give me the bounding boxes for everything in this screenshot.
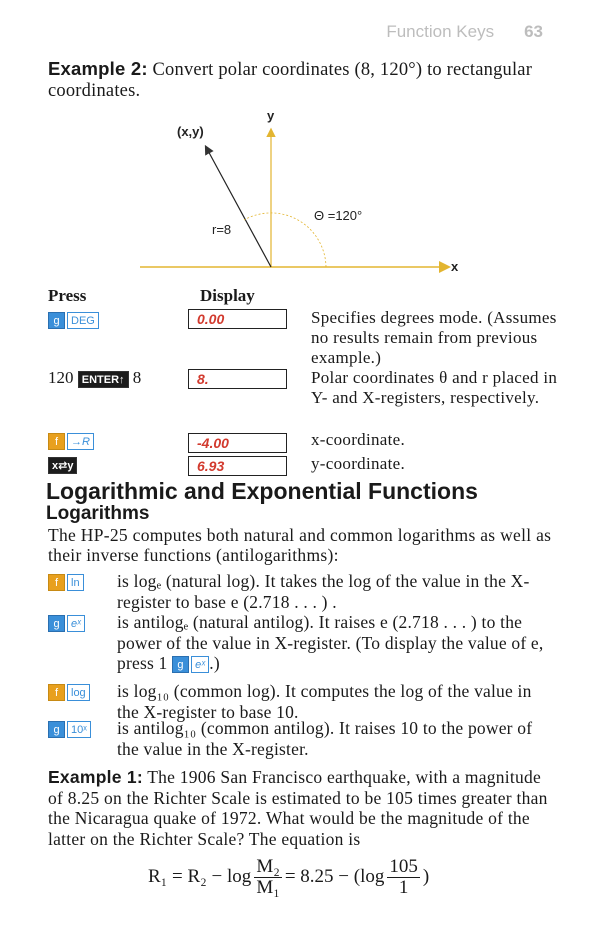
display-3: -4.00 — [188, 433, 287, 453]
x-swap-y-key: x⇄y — [48, 457, 77, 474]
log-keys — [48, 683, 90, 701]
eq-lhs: R₁ = R₂ − log — [148, 865, 252, 887]
row1-desc: Specifies degrees mode. (Assumes no results remain from previous example.) — [311, 308, 557, 367]
ex-desc-text: is antilogₑ (natural antilog). It raises e (2.718 . . . ) to the power of the value in X-register. (To display the value of e, press 1 — [117, 612, 544, 673]
row2-desc: Polar coordinates θ and r placed in Y- and X-registers, respectively. — [311, 368, 558, 407]
10x-keys — [48, 720, 91, 738]
polar-diagram — [130, 100, 470, 280]
eq-frac1-num: M₂ — [256, 856, 280, 877]
display-1: 0.00 — [188, 309, 287, 329]
ln-keys — [48, 573, 84, 591]
example-1-label: Example 1: — [48, 767, 143, 787]
equation — [148, 857, 429, 898]
eq-fraction-1 — [254, 857, 282, 898]
eq-frac1-den: M₁ — [256, 877, 280, 898]
header-title: Function Keys — [386, 22, 495, 41]
press-header: Press — [48, 286, 87, 305]
page-header — [386, 22, 543, 42]
f-key: f — [48, 574, 65, 591]
section-subtitle: Logarithms — [46, 503, 150, 524]
enter-key: ENTER↑ — [78, 371, 129, 388]
row3-desc: x-coordinate. — [311, 430, 406, 449]
ex-keys — [48, 614, 85, 632]
to-rect-key: →R — [67, 433, 94, 450]
row2-suffix: 8 — [132, 368, 142, 387]
row2-keys — [48, 368, 141, 388]
page-number: 63 — [524, 22, 543, 41]
display-header: Display — [200, 286, 255, 305]
example-2-text — [48, 58, 558, 102]
g-key: g — [172, 656, 189, 673]
10x-desc: is antilog₁₀ (common antilog). It raises 10 to the power of the value in the X-register. — [117, 718, 533, 759]
example-2-body: Convert polar coordinates (8, 120°) to rectangular coordinates. — [48, 60, 533, 101]
log-desc: is log₁₀ (common log). It computes the log of the value in the X-register to base 10. — [117, 681, 532, 722]
ten-x-key: 10ˣ — [67, 721, 91, 738]
ln-key: ln — [67, 574, 84, 591]
eq-mid: = 8.25 − (log — [284, 865, 385, 887]
display-4: 6.93 — [188, 456, 287, 476]
row1-keys — [48, 311, 99, 329]
log-key: log — [67, 684, 90, 701]
ln-desc: is logₑ (natural log). It takes the log of the value in the X-register to base e (2.718 . . . ) . — [117, 571, 530, 612]
row4-desc: y-coordinate. — [311, 454, 406, 473]
ex-desc — [117, 612, 557, 674]
section-title: Logarithmic and Exponential Functions — [46, 478, 478, 504]
row2-prefix: 120 — [48, 368, 74, 387]
ex-desc-tail: .) — [209, 653, 220, 673]
theta-label: Θ =120° — [314, 208, 363, 223]
example-1-text — [48, 767, 560, 849]
eq-frac2-num: 105 — [389, 856, 418, 877]
r-label: r=8 — [212, 222, 232, 237]
f-key: f — [48, 684, 65, 701]
section-intro: The HP-25 computes both natural and common logarithms as well as their inverse functions (antilogarithms): — [48, 525, 552, 565]
g-key: g — [48, 721, 65, 738]
display-2: 8. — [188, 369, 287, 389]
eq-frac2-den: 1 — [398, 877, 409, 898]
f-key: f — [48, 433, 65, 450]
row3-keys — [48, 432, 94, 450]
radius-vector — [206, 147, 271, 267]
g-key: g — [48, 615, 65, 632]
eq-fraction-2 — [387, 857, 420, 898]
ex-key: eˣ — [191, 656, 209, 673]
example-1-body: The 1906 San Francisco earthquake, with a magnitude of 8.25 on the Richter Scale is estimated to be 105 times greater than the Nicaragua quake of 1972. What would be the magnitude of the latter on the Richter Scale? The equation is — [48, 767, 548, 849]
x-label: x — [451, 259, 459, 274]
example-2-label: Example 2: — [48, 58, 148, 79]
row4-keys — [48, 456, 77, 474]
eq-end: ) — [422, 865, 430, 887]
point-label: (x,y) — [177, 124, 204, 139]
ex-key: eˣ — [67, 615, 85, 632]
y-label: y — [267, 108, 275, 123]
deg-key: DEG — [67, 312, 99, 329]
g-key: g — [48, 312, 65, 329]
